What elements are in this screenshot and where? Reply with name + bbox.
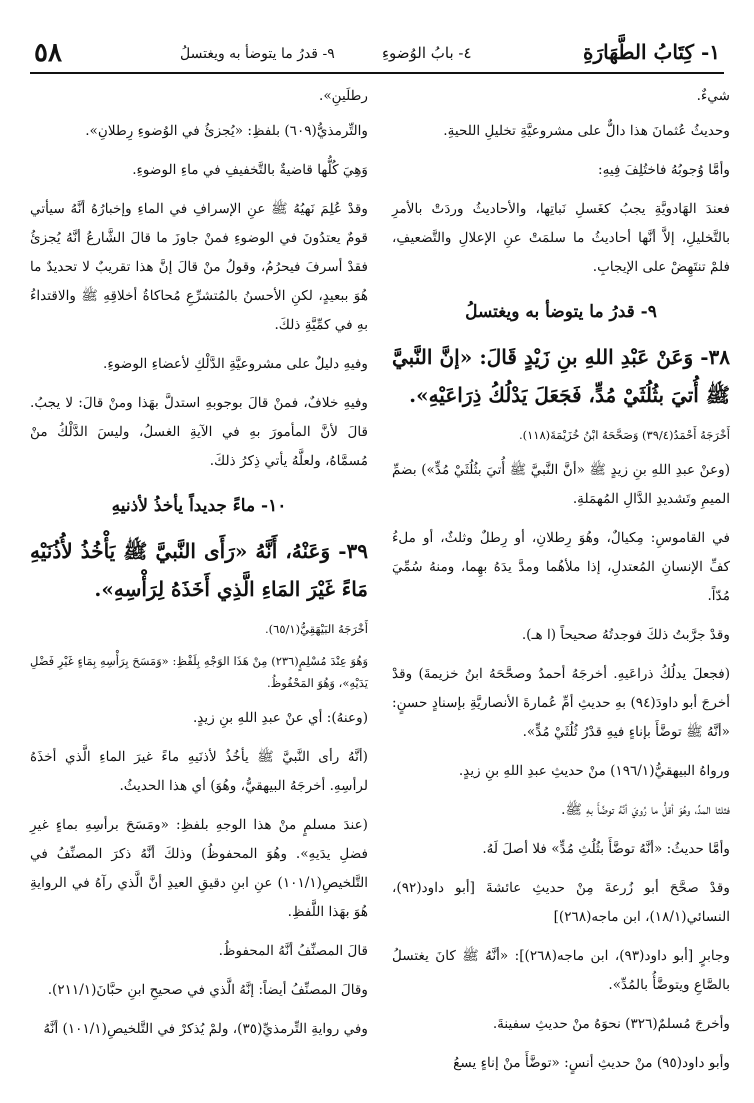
- paragraph: والتِّرمذيُّ(٦٠٩) بلفظِ: «يُجزئُ في الوُضوءِ رِطلانِ».: [85, 123, 368, 139]
- section-heading: ١٠- ماءً جديداً يأخذُ لأذنيهِ: [111, 496, 287, 516]
- paragraph: وحديثُ عُثمانَ هذا دالٌّ على مشروعيَّةِ تخليلِ اللحيةِ.: [443, 123, 730, 139]
- commentary-paragraph: وقدْ جرَّبتُ ذلكَ فوجدتُهُ صحيحاً (ا هـ).: [521, 627, 730, 643]
- commentary-paragraph: (وعنهُ): أي عنْ عبدِ اللهِ بنِ زيدٍ.: [192, 710, 368, 726]
- left-column: [30, 82, 368, 1054]
- paragraph: وَهِيَ كُلُّها قاضيةٌ بالتَّخفيفِ في ماءِ الوضوءِ.: [132, 162, 368, 178]
- commentary-paragraph: وأبو داود(٩٥) منْ حديثِ أنسٍ: «توضَّأَ منْ إناءٍ يسعُ: [453, 1055, 730, 1071]
- section-heading: ٩- قدرُ ما يتوضأ به ويغتسلُ: [465, 302, 657, 322]
- right-column: [392, 82, 730, 1088]
- paragraph: رطلَينِ».: [319, 88, 368, 104]
- commentary-paragraph: ورواهُ البيهقيُّ(١٩٦/١) منْ حديثِ عبدِ اللهِ بنِ زيدٍ.: [458, 763, 730, 779]
- commentary-paragraph: وقالَ المصنِّفُ أيضاً: إنَّهُ الَّذي في صحيحِ ابنِ حبَّانَ(٢١١/١).: [47, 982, 368, 998]
- header-book-title: ١- كِتَابُ الطَّهَارَةِ: [583, 40, 720, 64]
- commentary-paragraph: قالَ المصنِّفُ أنَّهُ المحفوظُ.: [218, 943, 368, 959]
- paragraph: وقدْ عُلِمَ نَهيُهُ ﷺ عنِ الإسرافِ في الماءِ وإخبارُهُ أنَّهُ سيأتي قومٌ يعتدُونَ في الوضوءِ فمنْ جاوزَ ما قالَ الشَّارعُ أنَّهُ يُجزئُ فقدْ أسرفَ فيحرُمُ، وقولُ منْ قالَ إنَّ هذا تقريبٌ لا تحديدٌ ما هُوَ ببعيدٍ، لكنِ الأحسنُ بالمُتشرِّعِ مُحاكاةُ أخلاقِهِ ﷺ والاقتداءُ بهِ في كمِّيَّةِ ذلكَ.: [30, 201, 368, 333]
- paragraph: وفيهِ خلافٌ، فمنْ قالَ بوجوبهِ استدلَّ بهَذا ومنْ قالَ: لا يجبُ. قالَ لأنَّ المأمورَ بهِ في الآيةِ الغسلُ، وليسَ الدَّلْكُ منْ مُسمَّاهُ، ولعلَّهُ يأتي ذِكرُ ذلكَ.: [30, 395, 368, 469]
- paragraph: شيءٌ.: [696, 88, 730, 104]
- commentary-paragraph: وأخرجَ مُسلمٌ(٣٢٦) نحوَهُ منْ حديثِ سفينةَ.: [492, 1016, 730, 1032]
- page-number: ٥٨: [34, 38, 62, 68]
- paragraph: وأمَّا وُجوبُهُ فاختُلِفَ فِيهِ:: [598, 162, 730, 178]
- header-section-title: ٩- قدرُ ما يتوضأ به ويغتسلُ: [180, 46, 335, 62]
- commentary-paragraph: وقدْ صحَّحَ أبو زُرعةَ مِنْ حديثِ عائشةَ [أبو داود(٩٢)، النسائي(١٨/١)، ابن ماجه(٢٦٨)]: [392, 880, 730, 925]
- commentary-paragraph: وجابرٍ [أبو داود(٩٣)، ابن ماجه(٢٦٨)]: «أنَّهُ ﷺ كانَ يغتسلُ بالصَّاعِ ويتوضَّأُ بالمُدِّ».: [392, 948, 730, 993]
- commentary-paragraph: (أنَّهُ رأى النَّبيَّ ﷺ يأخُذُ لأذنَيهِ ماءً غيرَ الماءِ الَّذي أخذَهُ لرأسِهِ. أخرجَهُ البيهقيُّ، وهُوَ) أي هذا الحديثُ.: [30, 749, 368, 794]
- hadith-takhrij: أَخْرَجَهُ البَيْهَقِيُّ(٦٥/١).: [265, 622, 368, 636]
- paragraph: فعندَ الهَادويَّةِ يجبُ كغَسلِ نَباتِها، والأحاديثُ وردَتْ بالأمرِ بالتَّخليلِ، إلاَّ أنَّها أحاديثُ ما سلمَتْ عنِ الإعلالِ والتَّضعيفِ، فلمْ تنتَهِضْ على الإيجابِ.: [392, 201, 730, 275]
- commentary-paragraph: وأمَّا حديثُ: «أنَّهُ توضَّأَ بثُلُثِ مُدٍّ» فلا أصلَ لَهُ.: [482, 841, 730, 857]
- hadith-text: ٣٩- وَعَنْهُ، أَنَّهُ «رَأَى النَّبيَّ ﷺ يَأْخُذُ لأُذُنَيْهِ مَاءً غَيْرَ المَاءِ الَّذِي أَخَذَهُ لِرَأْسِهِ».: [30, 539, 368, 601]
- hadith-text: ٣٨- وَعَنْ عَبْدِ اللهِ بنِ زَيْدٍ قَالَ: «إنَّ النَّبيَّ ﷺ أُتيَ بثُلُثَيْ مُدٍّ، فَجَعَلَ يَدْلُكُ ذِرَاعَيْهِ».: [392, 345, 730, 407]
- paragraph: وفيهِ دليلٌ على مشروعيَّةِ الدَّلْكِ لأعضاءِ الوضوءِ.: [103, 356, 368, 372]
- hadith-takhrij-note: وَهُوَ عِنْدَ مُسْلِمٍ(٢٣٦) مِنْ هَذَا الوَجْهِ بِلَفْظِ: «وَمَسَحَ بِرَأْسِهِ بِمَاءٍ غَيْرِ فَضْلِ يَدَيْهِ»، وَهُوَ المَحْفُوظُ.: [30, 654, 369, 690]
- commentary-paragraph: (عندَ مسلمٍ منْ هذا الوجهِ بلفظِ: «ومَسَحَ برأسِهِ بماءٍ غيرِ فضلِ يدَيهِ». وهُوَ المحفوظُ) وذلكَ أنَّهُ ذكرَ المصنِّفُ في التَّلخيصِ(١٠١/١) عنِ ابنِ دقيقِ العيدِ أنَّ الَّذي رآهُ في الروايةِ هُوَ بهَذا اللَّفظِ.: [30, 817, 368, 920]
- commentary-paragraph: وفي روايةِ التِّرمذيِّ(٣٥)، ولمْ يُذكرْ في التَّلخيصِ(١٠١/١) أنَّهُ: [43, 1021, 368, 1037]
- commentary-paragraph: (فجعلَ يدلُكُ ذراعَيهِ. أخرجَهُ أحمدُ وصحَّحَهُ ابنُ خزيمةَ) وقدْ أخرجَ أبو داودَ(٩٤) بهِ حديثِ أمِّ عُمارةَ الأنصاريَّةِ بإسنادٍ حسنٍ: «أنَّهُ ﷺ توضَّأَ بإناءٍ فيهِ قدْرُ ثُلُثَيْ مُدٍّ».: [392, 666, 730, 740]
- header-chapter-title: ٤- بابُ الوُضوءِ: [382, 44, 472, 62]
- commentary-paragraph: فثلثا المدِّ، وهُوَ أقلُّ ما رُويَ أنَّهُ توضَّأَ بهِ ﷺ.: [561, 802, 730, 818]
- commentary-paragraph: (وعنْ عبدِ اللهِ بنِ زيدٍ ﷺ «أنَّ النَّبيَّ ﷺ أُتيَ بثُلُثَيْ مُدٍّ») بضمِّ الميمِ وتَشديدِ الدَّالِ المُهمَلةِ.: [392, 462, 730, 507]
- running-header: [30, 38, 724, 74]
- commentary-paragraph: في القاموسِ: مِكيالٌ، وهُوَ رِطلانِ، أو رِطلٌ وثلثٌ، أو ملءُ كفِّ الإنسانِ المُعتدلِ، إذا ملأهُما ومدَّ يدَهُ بهِما، ومنهُ سُمِّيَ مُدّاً.: [392, 530, 730, 604]
- hadith-takhrij: أَخْرَجَهُ أَحْمَدُ(٣٩/٤) وَصَحَّحَهُ ابْنُ خُزَيْمَةَ(١١٨).: [518, 428, 730, 442]
